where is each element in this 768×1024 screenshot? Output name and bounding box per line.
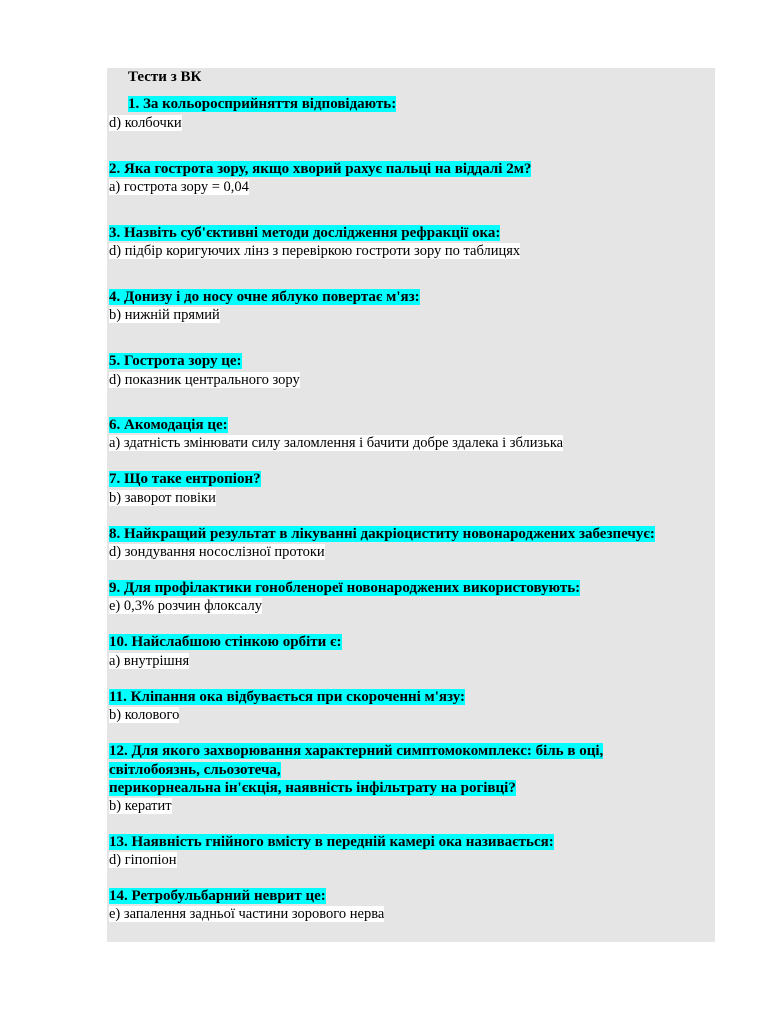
question-12-line-2: світлобоязнь, сльозотеча, (109, 762, 281, 778)
answer-2: а) гострота зору = 0,04 (109, 179, 249, 195)
answer-6: а) здатність змінювати силу заломлення і бачити добре здалека і зблизька (109, 435, 564, 451)
question-11: 11. Кліпання ока відбувається при скороченні м'язу: (109, 689, 466, 705)
question-9: 9. Для профілактики гонобленореї новонароджених використовують: (109, 580, 581, 596)
question-6: 6. Акомодація це: (109, 417, 228, 433)
question-8: 8. Найкращий результат в лікуванні дакріоциститу новонароджених забезпечує: (109, 526, 655, 542)
question-12-line-1: 12. Для якого захворювання характерний симптомокомплекс: біль в оці, (109, 743, 604, 759)
answer-4: b) нижній прямий (109, 307, 220, 323)
question-7: 7. Що таке ентропіон? (109, 471, 261, 487)
question-12-line-3: перикорнеальна ін'єкція, наявність інфільтрату на рогівці? (109, 780, 516, 796)
answer-14: е) запалення задньої частини зорового нерва (109, 906, 385, 922)
page-title: Тести з ВК (128, 69, 202, 85)
answer-10: а) внутрішня (109, 653, 190, 669)
question-3: 3. Назвіть суб'єктивні методи дослідження рефракції ока: (109, 225, 501, 241)
answer-12: b) кератит (109, 798, 172, 814)
answer-9: е) 0,3% розчин флоксалу (109, 598, 262, 614)
question-4: 4. Донизу і до носу очне яблуко повертає м'яз: (109, 289, 420, 305)
answer-8: d) зондування носослізної протоки (109, 544, 325, 560)
question-13: 13. Наявність гнійного вмісту в передній камері ока називається: (109, 834, 554, 850)
answer-5: d) показник центрального зору (109, 372, 300, 388)
answer-3: d) підбір коригуючих лінз з перевіркою гостроти зору по таблицях (109, 243, 521, 259)
answer-11: b) колового (109, 707, 180, 723)
answer-7: b) заворот повіки (109, 490, 216, 506)
question-2: 2. Яка гострота зору, якщо хворий рахує пальці на віддалі 2м? (109, 161, 532, 177)
question-10: 10. Найслабшою стінкою орбіти є: (109, 634, 342, 650)
answer-1: d) колбочки (109, 115, 182, 131)
question-1: 1. За кольоросприйняття відповідають: (128, 96, 397, 112)
answer-13: d) гіпопіон (109, 852, 177, 868)
question-5: 5. Гострота зору це: (109, 353, 242, 369)
question-14: 14. Ретробульбарний неврит це: (109, 888, 326, 904)
